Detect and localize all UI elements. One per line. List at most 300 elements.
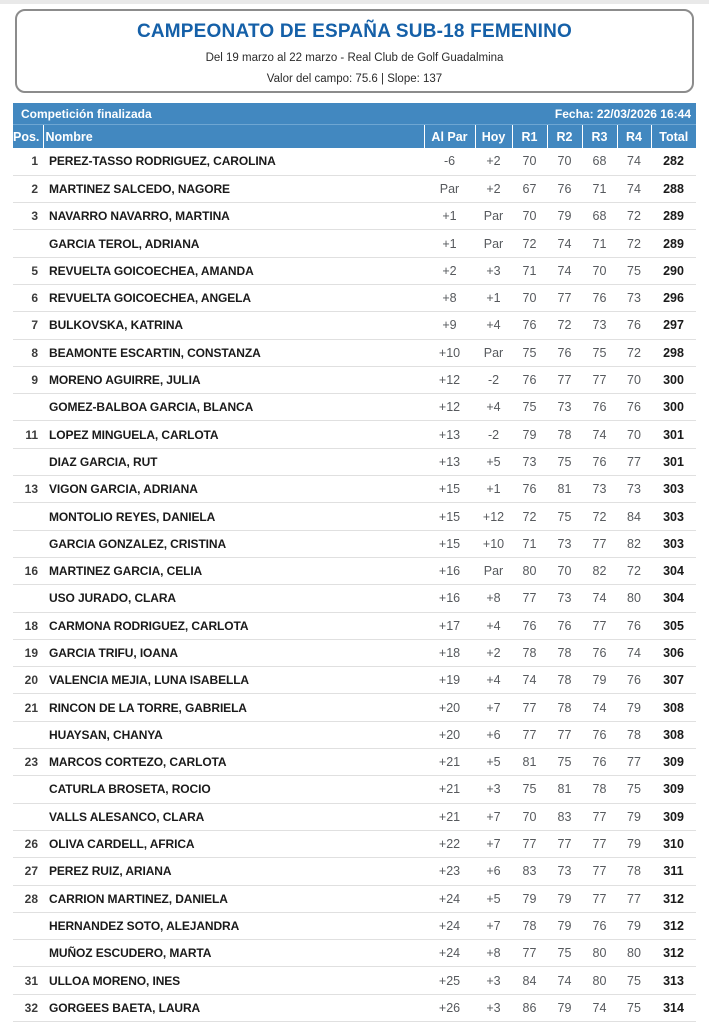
player-position: 11 [13,421,43,448]
leaderboard-body [13,148,696,1022]
round-4-score: 76 [617,667,651,694]
player-position [13,776,43,803]
score-today: +2 [475,639,512,666]
round-1-score: 70 [512,803,547,830]
score-to-par: -6 [424,148,475,175]
player-position: 3 [13,203,43,230]
player-name: MARTINEZ SALCEDO, NAGORE [43,175,424,202]
round-2-score: 73 [547,394,582,421]
round-4-score: 72 [617,230,651,257]
round-1-score: 75 [512,776,547,803]
round-4-score: 72 [617,557,651,584]
score-to-par: +21 [424,803,475,830]
total-score: 296 [651,284,696,311]
total-score: 308 [651,694,696,721]
player-position [13,503,43,530]
table-row [13,448,696,475]
total-score: 300 [651,366,696,393]
score-today: +2 [475,148,512,175]
total-score: 306 [651,639,696,666]
player-name: GARCIA TRIFU, IOANA [43,639,424,666]
score-today: Par [475,557,512,584]
round-1-score: 72 [512,230,547,257]
round-2-score: 73 [547,585,582,612]
player-position [13,940,43,967]
round-2-score: 72 [547,312,582,339]
round-2-score: 77 [547,284,582,311]
course-rating-slope: Valor del campo: 75.6 | Slope: 137 [266,73,443,85]
score-to-par: +21 [424,749,475,776]
score-today: +6 [475,858,512,885]
column-header-al-par: Al Par [424,125,475,148]
round-3-score: 74 [582,994,617,1021]
status-bar [13,103,696,125]
round-4-score: 73 [617,476,651,503]
round-2-score: 73 [547,858,582,885]
round-1-score: 83 [512,858,547,885]
round-3-score: 70 [582,257,617,284]
player-position: 26 [13,830,43,857]
round-1-score: 73 [512,448,547,475]
total-score: 311 [651,858,696,885]
score-to-par: +13 [424,421,475,448]
player-position [13,230,43,257]
round-2-score: 78 [547,667,582,694]
table-row [13,585,696,612]
player-name: MORENO AGUIRRE, JULIA [43,366,424,393]
total-score: 312 [651,912,696,939]
round-2-score: 79 [547,994,582,1021]
round-3-score: 78 [582,776,617,803]
table-row [13,940,696,967]
total-score: 289 [651,230,696,257]
score-today: +1 [475,476,512,503]
player-position: 9 [13,366,43,393]
player-position: 32 [13,994,43,1021]
total-score: 303 [651,530,696,557]
player-name: NAVARRO NAVARRO, MARTINA [43,203,424,230]
player-name: MARCOS CORTEZO, CARLOTA [43,749,424,776]
round-1-score: 81 [512,749,547,776]
round-4-score: 78 [617,858,651,885]
score-to-par: +26 [424,994,475,1021]
player-name: HERNANDEZ SOTO, ALEJANDRA [43,912,424,939]
player-position: 6 [13,284,43,311]
round-1-score: 67 [512,175,547,202]
round-2-score: 81 [547,476,582,503]
player-position [13,721,43,748]
report-datetime: Fecha: 22/03/2026 16:44 [554,106,691,121]
player-name: RINCON DE LA TORRE, GABRIELA [43,694,424,721]
round-4-score: 79 [617,830,651,857]
score-today: +7 [475,830,512,857]
round-3-score: 80 [582,967,617,994]
score-to-par: +8 [424,284,475,311]
score-to-par: +15 [424,503,475,530]
column-header-pos: Pos. [13,125,43,148]
round-3-score: 77 [582,803,617,830]
round-3-score: 77 [582,858,617,885]
table-row [13,967,696,994]
total-score: 304 [651,585,696,612]
round-4-score: 75 [617,994,651,1021]
round-3-score: 73 [582,312,617,339]
round-2-score: 76 [547,339,582,366]
round-2-score: 77 [547,366,582,393]
total-score: 298 [651,339,696,366]
round-4-score: 76 [617,394,651,421]
player-name: VIGON GARCIA, ADRIANA [43,476,424,503]
round-1-score: 75 [512,394,547,421]
player-position: 20 [13,667,43,694]
score-to-par: +24 [424,912,475,939]
table-row [13,394,696,421]
round-4-score: 75 [617,257,651,284]
column-header-hoy: Hoy [475,125,512,148]
page-top-strip [0,0,709,4]
round-4-score: 70 [617,421,651,448]
player-name: MUÑOZ ESCUDERO, MARTA [43,940,424,967]
competition-status: Competición finalizada [21,106,152,121]
round-2-score: 75 [547,940,582,967]
score-to-par: +22 [424,830,475,857]
round-3-score: 77 [582,612,617,639]
table-row [13,230,696,257]
round-4-score: 79 [617,694,651,721]
score-to-par: +24 [424,885,475,912]
round-2-score: 74 [547,967,582,994]
score-to-par: Par [424,175,475,202]
round-3-score: 76 [582,394,617,421]
round-3-score: 72 [582,503,617,530]
score-today: +1 [475,284,512,311]
score-today: +3 [475,967,512,994]
round-1-score: 78 [512,639,547,666]
round-3-score: 79 [582,667,617,694]
table-row [13,366,696,393]
round-3-score: 76 [582,448,617,475]
column-header-r2: R2 [547,125,582,148]
player-name: BULKOVSKA, KATRINA [43,312,424,339]
score-to-par: +20 [424,721,475,748]
round-1-score: 79 [512,421,547,448]
total-score: 290 [651,257,696,284]
total-score: 307 [651,667,696,694]
round-4-score: 80 [617,585,651,612]
player-name: PEREZ RUIZ, ARIANA [43,858,424,885]
player-position: 31 [13,967,43,994]
total-score: 303 [651,503,696,530]
table-row [13,284,696,311]
score-today: +3 [475,994,512,1021]
round-3-score: 77 [582,830,617,857]
total-score: 310 [651,830,696,857]
player-position: 28 [13,885,43,912]
round-2-score: 76 [547,175,582,202]
tournament-dates-venue: Del 19 marzo al 22 marzo - Real Club de Golf Guadalmina [205,52,504,64]
score-to-par: +2 [424,257,475,284]
score-today: +12 [475,503,512,530]
round-4-score: 75 [617,776,651,803]
round-4-score: 74 [617,175,651,202]
score-today: +3 [475,776,512,803]
round-3-score: 71 [582,230,617,257]
player-name: PEREZ-TASSO RODRIGUEZ, CAROLINA [43,148,424,175]
total-score: 309 [651,749,696,776]
round-1-score: 70 [512,203,547,230]
total-score: 289 [651,203,696,230]
score-today: +4 [475,394,512,421]
score-today: +7 [475,803,512,830]
player-position [13,585,43,612]
round-2-score: 73 [547,530,582,557]
round-4-score: 70 [617,366,651,393]
score-today: +8 [475,940,512,967]
player-name: DIAZ GARCIA, RUT [43,448,424,475]
score-today: +2 [475,175,512,202]
player-position [13,912,43,939]
score-to-par: +15 [424,530,475,557]
round-3-score: 74 [582,585,617,612]
player-name: REVUELTA GOICOECHEA, AMANDA [43,257,424,284]
score-today: +5 [475,749,512,776]
round-3-score: 76 [582,721,617,748]
round-2-score: 74 [547,257,582,284]
player-position [13,530,43,557]
round-1-score: 78 [512,912,547,939]
player-position [13,803,43,830]
table-row [13,885,696,912]
score-to-par: +20 [424,694,475,721]
round-2-score: 79 [547,885,582,912]
table-row [13,203,696,230]
score-to-par: +16 [424,557,475,584]
page-title: CAMPEONATO DE ESPAÑA SUB-18 FEMENINO [136,21,573,42]
score-today: +4 [475,667,512,694]
round-1-score: 72 [512,503,547,530]
player-position: 19 [13,639,43,666]
player-name: REVUELTA GOICOECHEA, ANGELA [43,284,424,311]
player-name: CATURLA BROSETA, ROCIO [43,776,424,803]
round-2-score: 78 [547,421,582,448]
round-4-score: 82 [617,530,651,557]
table-row [13,639,696,666]
round-2-score: 83 [547,803,582,830]
round-2-score: 78 [547,639,582,666]
score-today: +5 [475,885,512,912]
player-position: 27 [13,858,43,885]
round-2-score: 77 [547,721,582,748]
table-row [13,994,696,1021]
round-1-score: 75 [512,339,547,366]
total-score: 309 [651,776,696,803]
total-score: 314 [651,994,696,1021]
round-3-score: 82 [582,557,617,584]
column-header-nombre: Nombre [43,125,424,148]
player-position: 23 [13,749,43,776]
column-header-r4: R4 [617,125,651,148]
score-today: +7 [475,694,512,721]
round-3-score: 76 [582,912,617,939]
score-to-par: +1 [424,230,475,257]
round-2-score: 75 [547,749,582,776]
table-row [13,421,696,448]
round-3-score: 73 [582,476,617,503]
player-name: USO JURADO, CLARA [43,585,424,612]
round-1-score: 76 [512,476,547,503]
round-3-score: 77 [582,530,617,557]
total-score: 312 [651,940,696,967]
round-1-score: 70 [512,148,547,175]
round-4-score: 78 [617,721,651,748]
total-score: 304 [651,557,696,584]
score-to-par: +21 [424,776,475,803]
score-today: +3 [475,257,512,284]
round-1-score: 74 [512,667,547,694]
round-1-score: 84 [512,967,547,994]
total-score: 312 [651,885,696,912]
column-header-r3: R3 [582,125,617,148]
column-header-r1: R1 [512,125,547,148]
round-4-score: 77 [617,448,651,475]
round-3-score: 68 [582,148,617,175]
round-3-score: 71 [582,175,617,202]
total-score: 309 [651,803,696,830]
player-name: HUAYSAN, CHANYA [43,721,424,748]
player-name: GARCIA GONZALEZ, CRISTINA [43,530,424,557]
player-position: 2 [13,175,43,202]
round-4-score: 74 [617,148,651,175]
round-2-score: 79 [547,203,582,230]
total-score: 301 [651,421,696,448]
score-to-par: +24 [424,940,475,967]
table-row [13,858,696,885]
score-to-par: +17 [424,612,475,639]
table-row [13,476,696,503]
table-row [13,312,696,339]
score-today: -2 [475,421,512,448]
score-to-par: +18 [424,639,475,666]
round-3-score: 76 [582,749,617,776]
table-row [13,557,696,584]
round-4-score: 77 [617,749,651,776]
round-4-score: 76 [617,612,651,639]
total-score: 301 [651,448,696,475]
player-name: OLIVA CARDELL, AFRICA [43,830,424,857]
table-row [13,667,696,694]
table-header-row [13,125,696,148]
score-to-par: +12 [424,394,475,421]
table-row [13,912,696,939]
total-score: 297 [651,312,696,339]
player-position: 16 [13,557,43,584]
round-4-score: 77 [617,885,651,912]
table-row [13,749,696,776]
score-today: Par [475,230,512,257]
total-score: 308 [651,721,696,748]
round-4-score: 79 [617,912,651,939]
round-1-score: 77 [512,694,547,721]
player-position: 8 [13,339,43,366]
round-3-score: 75 [582,339,617,366]
round-1-score: 71 [512,257,547,284]
round-2-score: 75 [547,448,582,475]
table-row [13,530,696,557]
round-3-score: 76 [582,284,617,311]
round-3-score: 80 [582,940,617,967]
score-today: +5 [475,448,512,475]
round-3-score: 76 [582,639,617,666]
round-4-score: 84 [617,503,651,530]
round-1-score: 76 [512,366,547,393]
round-2-score: 70 [547,148,582,175]
column-header-total: Total [651,125,696,148]
total-score: 313 [651,967,696,994]
table-row [13,257,696,284]
round-4-score: 72 [617,339,651,366]
total-score: 300 [651,394,696,421]
player-name: VALENCIA MEJIA, LUNA ISABELLA [43,667,424,694]
score-today: +4 [475,312,512,339]
round-3-score: 77 [582,366,617,393]
round-1-score: 70 [512,284,547,311]
score-to-par: +16 [424,585,475,612]
round-2-score: 79 [547,912,582,939]
score-to-par: +1 [424,203,475,230]
round-4-score: 73 [617,284,651,311]
total-score: 303 [651,476,696,503]
score-today: -2 [475,366,512,393]
round-1-score: 76 [512,612,547,639]
leaderboard [13,103,696,1022]
table-row [13,803,696,830]
round-1-score: 77 [512,940,547,967]
round-1-score: 79 [512,885,547,912]
score-to-par: +15 [424,476,475,503]
player-name: VALLS ALESANCO, CLARA [43,803,424,830]
round-1-score: 76 [512,312,547,339]
round-3-score: 74 [582,694,617,721]
round-1-score: 80 [512,557,547,584]
round-3-score: 77 [582,885,617,912]
player-name: CARRION MARTINEZ, DANIELA [43,885,424,912]
score-today: Par [475,339,512,366]
score-to-par: +9 [424,312,475,339]
score-today: +7 [475,912,512,939]
round-1-score: 77 [512,830,547,857]
round-2-score: 74 [547,230,582,257]
player-position [13,394,43,421]
round-2-score: 78 [547,694,582,721]
score-to-par: +23 [424,858,475,885]
score-today: +8 [475,585,512,612]
table-row [13,175,696,202]
round-4-score: 72 [617,203,651,230]
score-to-par: +13 [424,448,475,475]
player-position: 5 [13,257,43,284]
score-today: Par [475,203,512,230]
round-2-score: 81 [547,776,582,803]
round-3-score: 68 [582,203,617,230]
player-position: 21 [13,694,43,721]
table-row [13,148,696,175]
tournament-header-card [15,9,694,93]
player-name: BEAMONTE ESCARTIN, CONSTANZA [43,339,424,366]
round-1-score: 71 [512,530,547,557]
round-4-score: 75 [617,967,651,994]
leaderboard-table [13,125,696,1022]
score-to-par: +19 [424,667,475,694]
